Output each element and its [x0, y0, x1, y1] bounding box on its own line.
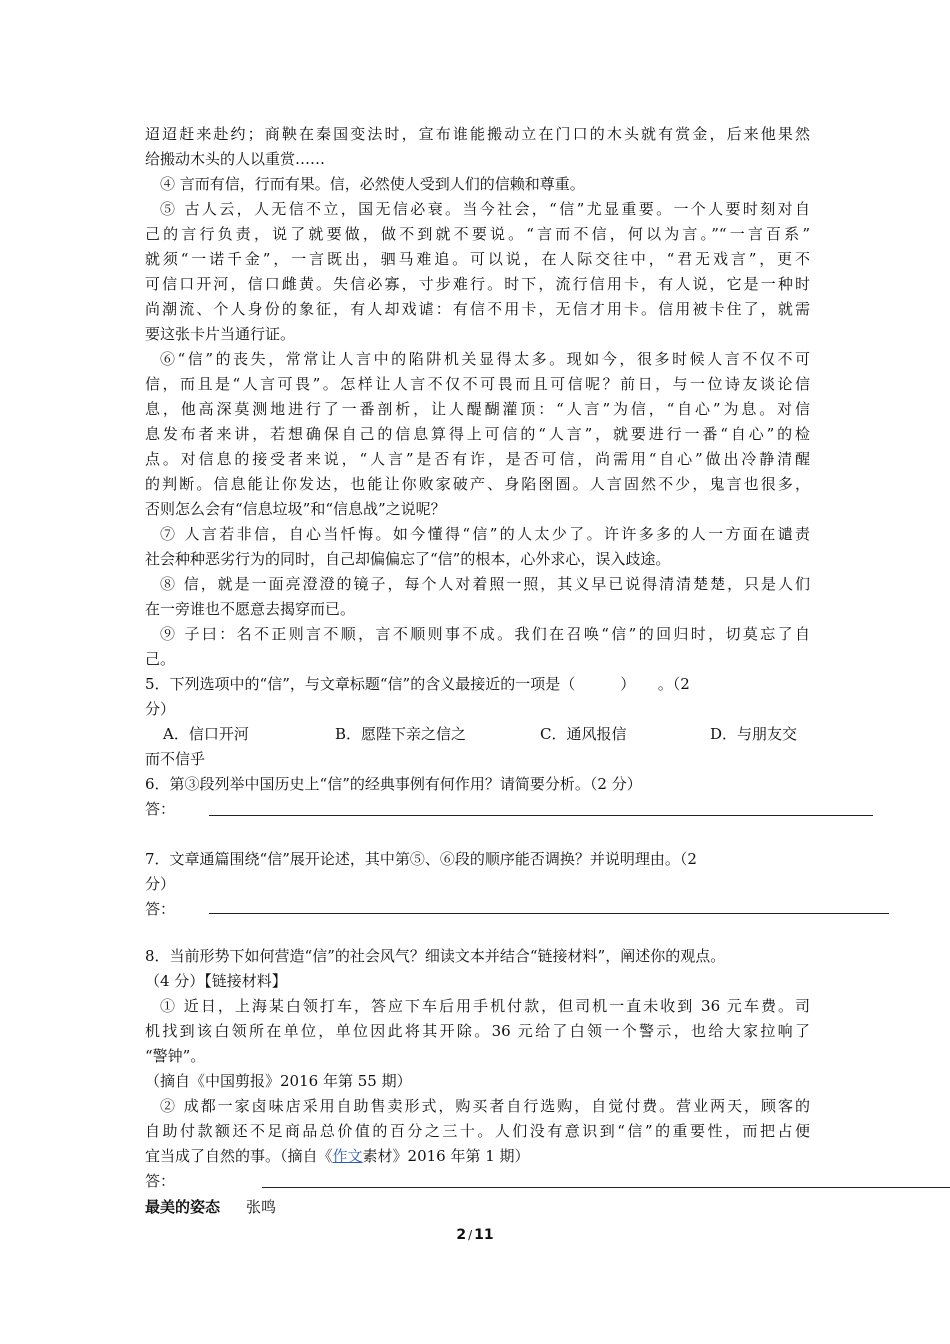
- paragraph-6-line: 息发布者来讲，若想确保自己的信息算得上可信的“人言”，就要进行一番“自心”的检: [145, 425, 810, 443]
- paragraph-9-line: 己。: [145, 650, 176, 668]
- material-1-line: ① 近日，上海某白领打车，答应下车后用手机付款，但司机一直未收到 36 元车费。司: [160, 997, 810, 1015]
- next-article-title: 最美的姿态: [145, 1198, 221, 1216]
- material-1-source: （摘自《中国剪报》2016 年第 55 期）: [145, 1072, 412, 1090]
- question-6: 6．第③段列举中国历史上“信”的经典事例有何作用？请简要分析。（2 分）: [145, 775, 642, 793]
- paragraph-6-line: 点。对信息的接受者来说，“人言”是否有诈，是否可信，尚需用“自心”做出冷静清醒: [145, 450, 810, 468]
- option-d-cont: 而不信乎: [145, 750, 206, 768]
- page-number: [0, 1227, 950, 1243]
- question-5-cont: 分）: [145, 700, 176, 718]
- paragraph-8-line: ⑧ 信，就是一面亮澄澄的镜子，每个人对着照一照，其义早已说得清清楚楚，只是人们: [160, 575, 810, 593]
- material-1-line: 机找到该白领所在单位，单位因此将其开除。36 元给了白领一个警示，也给大家拉响了: [145, 1022, 810, 1040]
- paragraph-7-line: ⑦ 人言若非信，自心当忏悔。如今懂得“信”的人太少了。许许多多的人一方面在谴责: [160, 525, 810, 543]
- paragraph-5-line: 可信口开河，信口雌黄。失信必寡，寸步难行。时下，流行信用卡，有人说，它是一种时: [145, 275, 810, 293]
- material-2-text: 素材》2016 年第 1 期）: [362, 1147, 530, 1165]
- option-a: A．信口开河: [163, 725, 249, 743]
- question-5-options: [145, 723, 810, 748]
- answer-label-8: 答：: [145, 1172, 176, 1190]
- answer-label-6: 答：: [145, 800, 176, 818]
- paragraph-5-line: 要这张卡片当通行证。: [145, 325, 296, 343]
- question-7-cont: 分）: [145, 875, 176, 893]
- next-article-author: 张鸣: [246, 1198, 277, 1216]
- paragraph-6-line: 息，他高深莫测地进行了一番剖析，让人醍醐灌顶：“人言”为信，“自心”为息。对信: [145, 400, 810, 418]
- option-d: D．与朋友交: [710, 725, 798, 743]
- paragraph-8-line: 在一旁谁也不愿意去揭穿而已。: [145, 600, 356, 618]
- question-8: 8．当前形势下如何营造“信”的社会风气？细读文本并结合“链接材料”，阐述你的观点。: [145, 947, 726, 965]
- paragraph-5-line: 尚潮流、个人身份的象征，有人却戏谑：有信不用卡，无信才用卡。信用被卡住了，就需: [145, 300, 810, 318]
- paragraph-6-line: 信，而且是“人言可畏”。怎样让人言不仅不可畏而且可信呢？前日，与一位诗友谈论信: [145, 375, 810, 393]
- zuowen-link[interactable]: 作文: [332, 1147, 363, 1165]
- option-b: B．愿陛下亲之信之: [335, 725, 467, 743]
- question-5: 5．下列选项中的“信”，与文章标题“信”的含义最接近的一项是（ ） 。（2: [145, 675, 690, 693]
- paragraph-4: ④ 言而有信，行而有果。信，必然使人受到人们的信赖和尊重。: [160, 175, 585, 193]
- paragraph-6-line: 否则怎么会有“信息垃圾”和“信息战”之说呢？: [145, 500, 446, 518]
- material-2-line: ② 成都一家卤味店采用自助售卖形式，购买者自行选购，自觉付费。营业两天，顾客的: [160, 1097, 810, 1115]
- paragraph-line: 迢迢赶来赴约；商鞅在秦国变法时，宣布谁能搬动立在门口的木头就有赏金，后来他果然: [145, 125, 810, 143]
- paragraph-6-line: 的判断。信息能让你发达，也能让你败家破产、身陷囹圄。人言固然不少，鬼言也很多，: [145, 475, 810, 493]
- paragraph-7-line: 社会种种恶劣行为的同时，自己却偏偏忘了“信”的根本，心外求心，误入歧途。: [145, 550, 671, 568]
- total-pages: 11: [474, 1227, 494, 1243]
- answer-line-8[interactable]: [262, 1187, 950, 1188]
- material-2-text: 宜当成了自然的事。（摘自《: [145, 1147, 333, 1165]
- paragraph-6-line: ⑥“信”的丧失，常常让人言中的陷阱机关显得太多。现如今，很多时候人言不仅不可: [160, 350, 810, 368]
- current-page: 2: [456, 1227, 467, 1243]
- page-separator: /: [468, 1228, 473, 1242]
- next-article-heading: [145, 1196, 810, 1221]
- answer-line-7[interactable]: [209, 913, 889, 914]
- paragraph-5-line: 就须“一诺千金”，一言既出，驷马难追。可以说，在人际交往中，“君无戏言”，更不: [145, 250, 810, 268]
- option-c: C．通风报信: [540, 725, 627, 743]
- answer-line-6[interactable]: [209, 815, 873, 816]
- paragraph-5-line: ⑤ 古人云，人无信不立，国无信必衰。当今社会，“信”尤显重要。一个人要时刻对自: [160, 200, 810, 218]
- paragraph-9-line: ⑨ 子曰：名不正则言不顺，言不顺则事不成。我们在召唤“信”的回归时，切莫忘了自: [160, 625, 810, 643]
- paragraph-line: 给搬动木头的人以重赏……: [145, 150, 326, 168]
- material-2-line: [145, 1145, 810, 1170]
- answer-label-7: 答：: [145, 900, 176, 918]
- material-2-line: 自助付款额还不足商品总价值的百分之三十。人们没有意识到“信”的重要性，而把占便: [145, 1122, 810, 1140]
- question-8-cont: （4 分）【链接材料】: [145, 972, 287, 990]
- question-7: 7．文章通篇围绕“信”展开论述，其中第⑤、⑥段的顺序能否调换？并说明理由。（2: [145, 850, 697, 868]
- paragraph-5-line: 己的言行负责，说了就要做，做不到就不要说。“言而不信，何以为言。”“一言百系”: [145, 225, 810, 243]
- material-1-line: “警钟”。: [145, 1047, 206, 1065]
